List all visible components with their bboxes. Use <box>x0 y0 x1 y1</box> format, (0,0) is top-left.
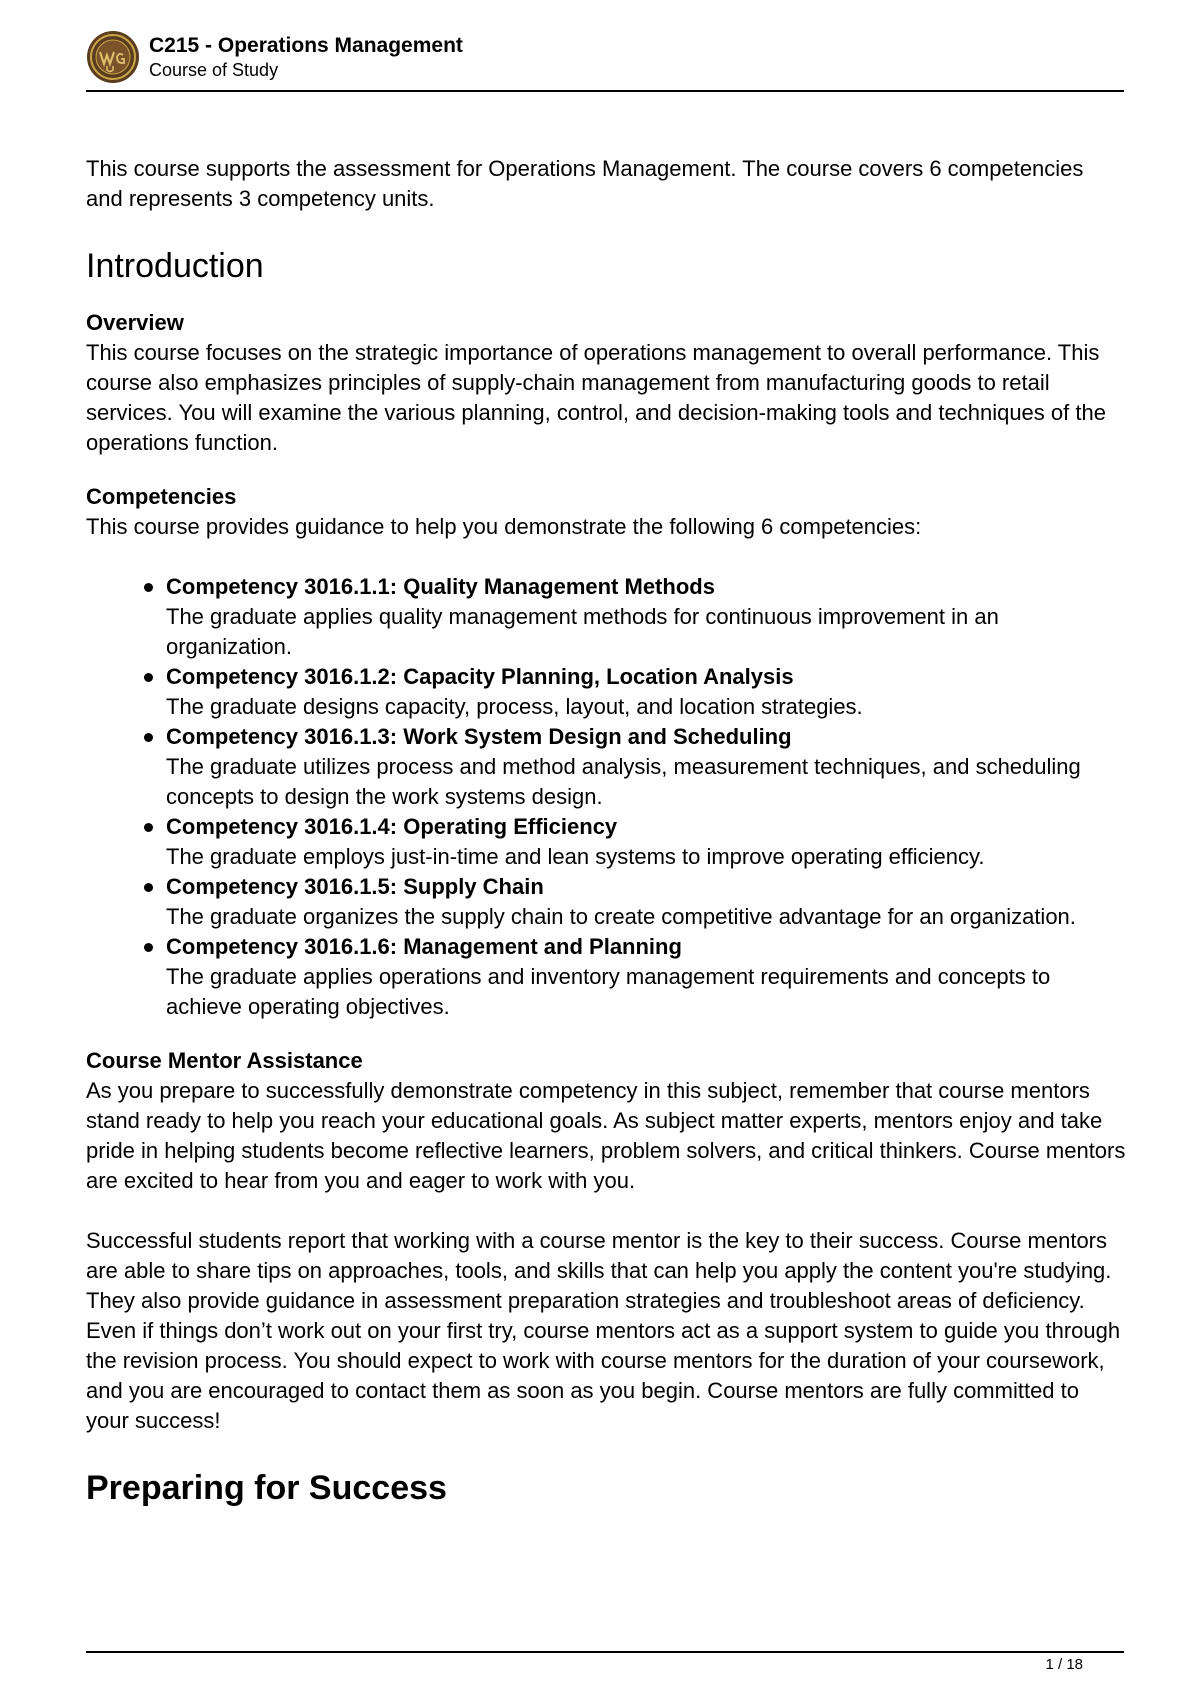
competency-item <box>166 872 1126 932</box>
section-heading-preparing: Preparing for Success <box>86 1469 447 1507</box>
bullet-icon <box>144 883 153 892</box>
page-number: 1 / 18 <box>1045 1656 1083 1673</box>
footer-divider <box>86 1651 1124 1653</box>
competency-item <box>166 662 1126 722</box>
overview-heading: Overview <box>86 310 184 335</box>
competency-description: The graduate applies operations and inventory management requirements and concepts to achieve operating objectives. <box>166 964 1051 1019</box>
competency-description: The graduate employs just-in-time and lean systems to improve operating efficiency. <box>166 844 985 869</box>
section-heading-introduction: Introduction <box>86 247 264 285</box>
competency-description: The graduate applies quality management methods for continuous improvement in an organization. <box>166 604 999 659</box>
bullet-icon <box>144 733 153 742</box>
competencies-intro: This course provides guidance to help you demonstrate the following 6 competencies: <box>86 514 922 539</box>
overview-text: This course focuses on the strategic importance of operations management to overall performance. This course also emphasizes principles of supply-chain management from manufacturing goods to retail services. You will examine the various planning, control, and decision-making tools and techniques of the operations function. <box>86 340 1106 455</box>
bullet-icon <box>144 673 153 682</box>
competency-description: The graduate utilizes process and method analysis, measurement techniques, and scheduling concepts to design the work systems design. <box>166 754 1081 809</box>
intro-paragraph: This course supports the assessment for Operations Management. The course covers 6 competencies and represents 3 competency units. <box>86 156 1084 211</box>
competency-description: The graduate organizes the supply chain to create competitive advantage for an organization. <box>166 904 1076 929</box>
mentor-paragraph-1: As you prepare to successfully demonstrate competency in this subject, remember that course mentors stand ready to help you reach your educational goals. As subject matter experts, mentors enjoy and take pride in helping students become reflective learners, problem solvers, and critical thinkers. Course mentors are excited to hear from you and eager to work with you. <box>86 1078 1126 1193</box>
bullet-icon <box>144 943 153 952</box>
competency-item <box>166 572 1126 662</box>
wgu-seal-icon <box>86 30 140 84</box>
document-body <box>86 154 1126 1510</box>
mentor-heading: Course Mentor Assistance <box>86 1048 363 1073</box>
competency-title: Competency 3016.1.2: Capacity Planning, Location Analysis <box>166 664 794 689</box>
competency-title: Competency 3016.1.6: Management and Planning <box>166 934 682 959</box>
competency-description: The graduate designs capacity, process, layout, and location strategies. <box>166 694 863 719</box>
competency-title: Competency 3016.1.3: Work System Design and Scheduling <box>166 724 792 749</box>
header-divider <box>86 90 1124 92</box>
mentor-paragraph-2: Successful students report that working with a course mentor is the key to their success. Course mentors are able to share tips on approaches, tools, and skills that can help you apply the content you're studying. They also provide guidance in assessment preparation strategies and troubleshoot areas of deficiency. Even if things don’t work out on your first try, course mentors act as a support system to guide you through the revision process. You should expect to work with course mentors for the duration of your coursework, and you are encouraged to contact them as soon as you begin. Course mentors are fully committed to your success! <box>86 1228 1121 1433</box>
competencies-block <box>86 482 1126 1022</box>
competency-title: Competency 3016.1.1: Quality Management Methods <box>166 574 715 599</box>
competency-title: Competency 3016.1.4: Operating Efficiency <box>166 814 618 839</box>
competency-title: Competency 3016.1.5: Supply Chain <box>166 874 544 899</box>
course-subtitle: Course of Study <box>149 60 279 80</box>
page-header <box>86 30 1124 90</box>
bullet-icon <box>144 823 153 832</box>
competency-list <box>86 572 1126 1022</box>
competency-item <box>166 812 1126 872</box>
competency-item <box>166 722 1126 812</box>
overview-block <box>86 308 1126 458</box>
competency-item <box>166 932 1126 1022</box>
bullet-icon <box>144 583 153 592</box>
course-title: C215 - Operations Management <box>149 34 463 57</box>
mentor-block <box>86 1046 1126 1436</box>
competencies-heading: Competencies <box>86 484 237 509</box>
